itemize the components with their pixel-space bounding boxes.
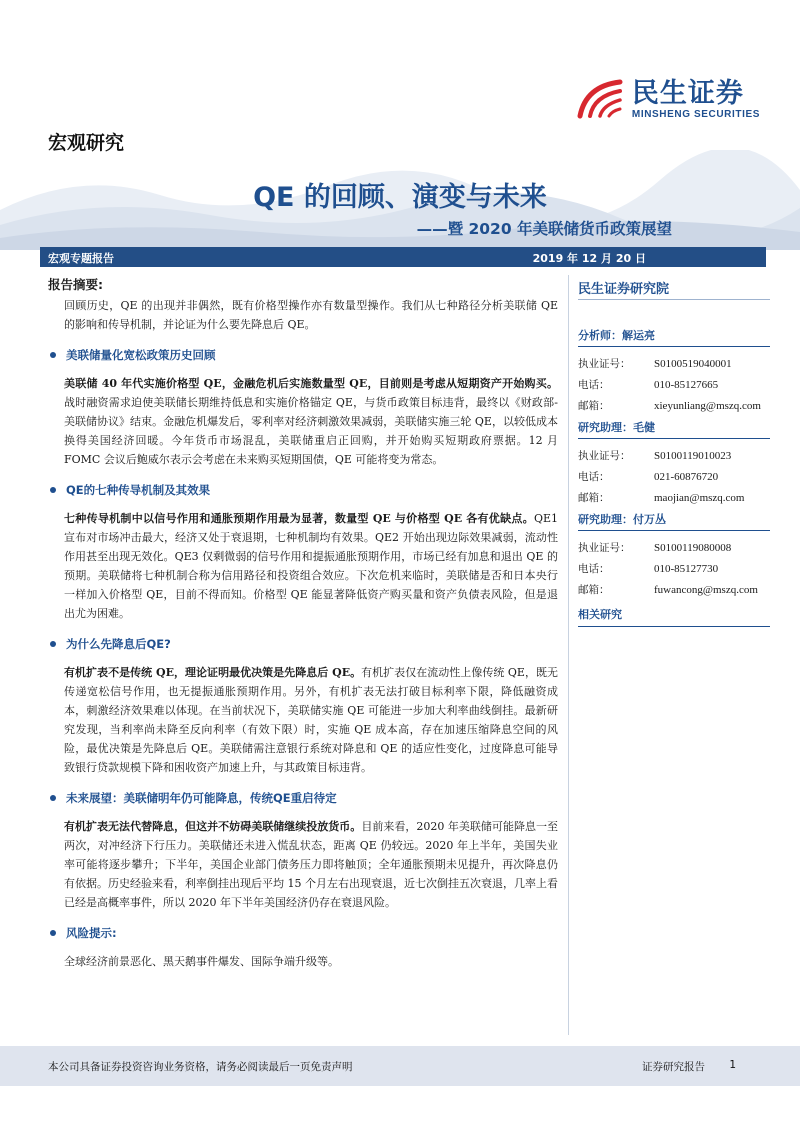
abstract-text: 回顾历史，QE 的出现并非偶然，既有价格型操作亦有数量型操作。我们从七种路径分析美联储 QE 的影响和传导机制，并论证为什么要先降息后 QE。 (64, 299, 558, 331)
section-lead: 有机扩表无法代替降息，但这并不妨碍美联储继续投放货币。 (64, 820, 362, 833)
brand-logo (576, 78, 760, 120)
field-label: 电话： (578, 563, 610, 575)
brand-name-cn: 民生证券 (631, 77, 744, 109)
analyst-email-row (578, 487, 770, 508)
bullet-icon (50, 795, 56, 801)
bullet-icon (50, 930, 56, 936)
field-label: 执业证号： (578, 542, 631, 554)
analyst-role: 研究助理：付万丛 (578, 511, 770, 531)
analyst-card (578, 511, 770, 600)
page-number: 1 (729, 1059, 736, 1071)
minsheng-logo-icon (576, 78, 626, 120)
section-lead: 七种传导机制中以信号作用和通胀预期作用最为显著，数量型 QE 与价格型 QE 各有优缺点。 (64, 512, 534, 525)
field-value: S0100119010023 (654, 449, 732, 462)
analyst-email-row (578, 579, 770, 600)
section-body (48, 374, 558, 469)
section-title: 美联储量化宽松政策历史回顾 (66, 348, 216, 362)
related-research-heading: 相关研究 (578, 606, 770, 627)
page-subtitle: ——暨 2020 年美联储货币政策展望 (416, 220, 672, 238)
sidebar (578, 278, 770, 627)
bullet-icon (50, 352, 56, 358)
section-body (48, 817, 558, 912)
section-body (48, 509, 558, 623)
section-title: 风险提示: (66, 926, 117, 940)
section-mechanisms (48, 481, 558, 623)
footer-doc-type: 证券研究报告 (642, 1061, 705, 1073)
email-link[interactable]: maojian@mszq.com (654, 491, 745, 504)
section-body (48, 663, 558, 777)
field-value: 010-85127730 (654, 562, 719, 575)
section-title: QE的七种传导机制及其效果 (66, 483, 211, 497)
section-why-cut-first (48, 635, 558, 777)
analyst-license-row (578, 353, 770, 374)
section-text: 有机扩表仅在流动性上像传统 QE，既无传递宽松信号作用，也无提振通胀预期作用。另外，有机扩表无法打破目标利率下限，降低融资成本，刺激经济效果难以体现。在当前状况下，美联储实施 QE 可能进一步加大利率曲线倒挂。最新研究发现，当利率尚未降至反向利率（有效下限）时，实施 QE 成本高，存在加速压缩降息空间的风险，最优决策是先降息后 QE。美联储需注意银行系统对降息和 QE 的适应性变化，过度降息可能导致银行贷款规模下降和困收资产加速上升，与其政策目标违背。 (64, 666, 559, 774)
footer-disclaimer: 本公司具备证券投资咨询业务资格，请务必阅读最后一页免责声明 (48, 1061, 353, 1073)
field-label: 邮箱： (578, 400, 610, 412)
brand-name-en: MINSHENG SECURITIES (631, 108, 760, 120)
section-lead: 有机扩表不是传统 QE，理论证明最优决策是先降息后 QE。 (64, 666, 362, 679)
bullet-icon (50, 487, 56, 493)
field-value: 010-85127665 (654, 378, 719, 391)
field-label: 邮箱： (578, 492, 610, 504)
main-content (48, 275, 558, 971)
report-category: 宏观研究 (48, 132, 125, 154)
analyst-phone-row (578, 558, 770, 579)
email-link[interactable]: fuwancong@mszq.com (654, 583, 758, 596)
email-link[interactable]: xieyunliang@mszq.com (654, 399, 761, 412)
report-date: 2019 年 12 月 20 日 (532, 252, 646, 265)
analyst-license-row (578, 537, 770, 558)
field-label: 执业证号： (578, 450, 631, 462)
field-label: 电话： (578, 379, 610, 391)
section-text: 全球经济前景恶化、黑天鹅事件爆发、国际争端升级等。 (64, 955, 339, 968)
field-label: 执业证号： (578, 358, 631, 370)
analyst-role: 研究助理：毛健 (578, 419, 770, 439)
section-body (48, 952, 558, 971)
research-institute: 民生证券研究院 (578, 278, 770, 300)
analyst-phone-row (578, 374, 770, 395)
field-value: S0100119080008 (654, 541, 732, 554)
section-text: 目前来看，2020 年美联储可能降息一至两次，对冲经济下行压力。美联储还未进入慌乱状态，距离 QE 仍较远。2020 年上半年，美国失业率可能将逐步攀升；下半年，美国企业部门债务压力即将触顶；全年通胀预期未见提升，再次降息仍有依据。历史经验来看，利率倒挂出现后平均 15 个月左右出现衰退，近七次倒挂五次衰退，几率上看已经是高概率事件，所以 2020 年下半年美国经济仍存在衰退风险。 (64, 820, 558, 909)
section-text: QE1 宣布对市场冲击最大，经济又处于衰退期，七种机制均有效果。QE2 开始出现边际效果减弱，流动性作用甚至出现无效化。QE3 仅剩微弱的信号作用和提振通胀预期作用，市场已经有加息和退出 QE 的预期。美联储将七种机制合称为信用路径和投资组合效应。下次危机来临时，美联储是否和日本央行一样加入价格型 QE，目前不得而知。价格型 QE 能显著降低资产购买量和资产负债表风险，但是退出尤为困难。 (64, 512, 558, 620)
abstract-title: 报告摘要: (48, 277, 103, 292)
page-footer (0, 1046, 800, 1086)
section-risk (48, 924, 558, 971)
report-info-bar (40, 247, 766, 267)
field-value: 021-60876720 (654, 470, 719, 483)
section-lead: 美联储 40 年代实施价格型 QE，金融危机后实施数量型 QE，目前则是考虑从短期资产开始购买。 (64, 377, 558, 390)
analyst-email-row (578, 395, 770, 416)
report-type: 宏观专题报告 (48, 252, 114, 265)
analyst-card (578, 327, 770, 416)
analyst-role: 分析师：解运亮 (578, 327, 770, 347)
field-label: 邮箱： (578, 584, 610, 596)
analyst-license-row (578, 445, 770, 466)
section-title: 未来展望：美联储明年仍可能降息，传统QE重启待定 (66, 791, 337, 805)
page-header (0, 0, 800, 250)
field-label: 电话： (578, 471, 610, 483)
section-text: 战时融资需求迫使美联储长期维持低息和实施价格锚定 QE，与货币政策目标违背，最终以《财政部-美联储协议》结束。金融危机爆发后，零利率对经济刺激效果减弱，美联储实施三轮 QE，以较低成本换得美国经济回暖。今年货币市场混乱，美联储重启正回购，并开始购买短期政府票据。12 月 FOMC 会议后鲍威尔表示会考虑在未来购买短期国债，QE 可能将变为常态。 (64, 396, 558, 466)
column-divider (568, 275, 569, 1035)
section-title: 为什么先降息后QE? (66, 637, 171, 651)
page-title: QE 的回顾、演变与未来 (253, 182, 547, 213)
bullet-icon (50, 641, 56, 647)
analyst-phone-row (578, 466, 770, 487)
section-outlook (48, 789, 558, 912)
analyst-card (578, 419, 770, 508)
field-value: S0100519040001 (654, 357, 732, 370)
section-history (48, 346, 558, 469)
